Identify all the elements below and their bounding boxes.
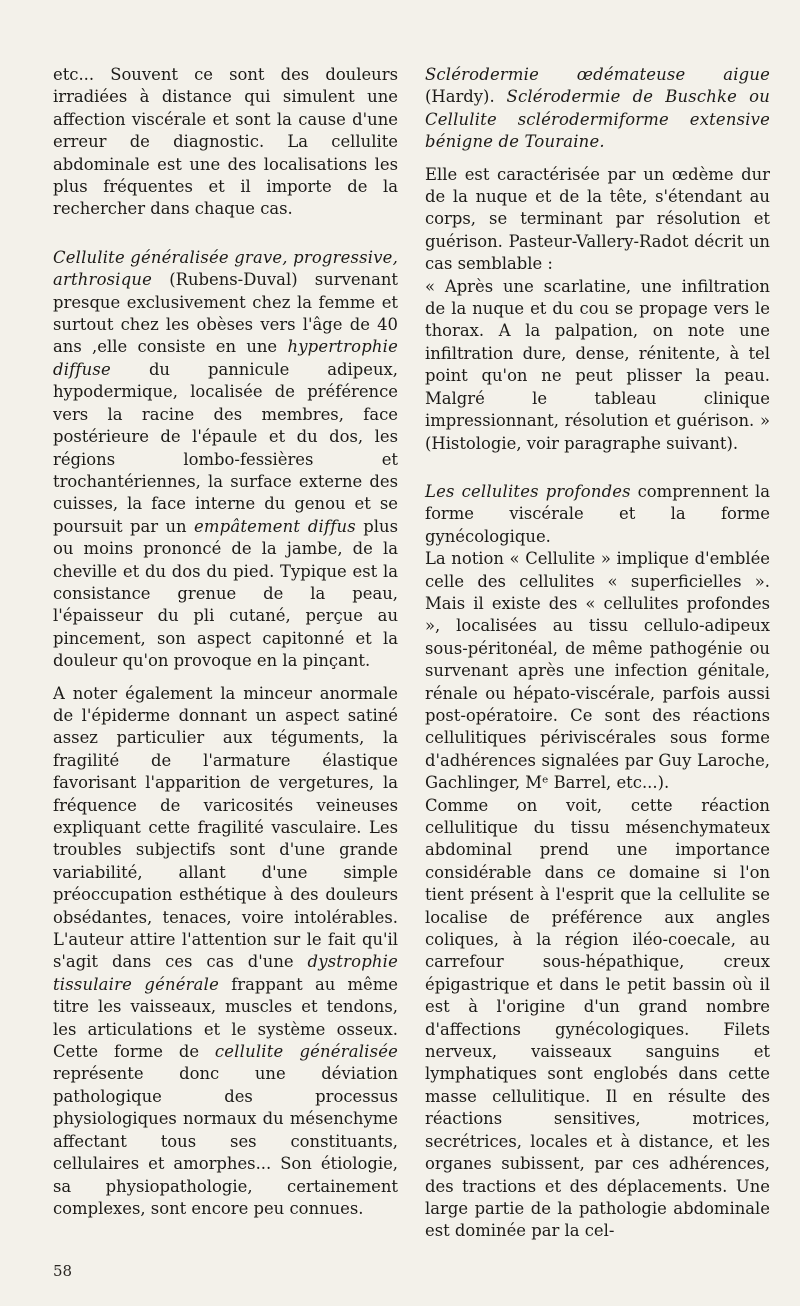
emphasis-term: empâtement diffus bbox=[194, 516, 356, 536]
text-segment: A noter également la minceur anormale de l'épiderme donnant un aspect satiné assez particulier aux téguments, la fragilité de l'armature élastique favorisant l'apparition de vergetures, la fréquence de varicosités veineuses expliquant cette fragilité vasculaire. Les troubles subjectifs sont d'une grande variabilité, allant d'une simple préoccupation esthétique à des douleurs obsédantes, tenaces, voire intolérables. L'auteur attire l'attention sur le fait qu'il s'agit dans ces cas d'une bbox=[53, 683, 398, 972]
left-column bbox=[53, 64, 398, 1220]
paragraph-quote: « Après une scarlatine, une infiltration de la nuque et du cou se propage vers le thorax. A la palpation, on note une infiltration dure, dense, rénitente, à tel point qu'on ne peut plisser la peau. Malgré le tableau clinique impressionnant, résolution et guérison. » (Histologie, voir paragraphe suivant). bbox=[425, 276, 770, 453]
text-segment: plus ou moins prononcé de la jambe, de la cheville et du dos du pied. Typique est la consistance grenue de la peau, l'épaisseur du pli cutané, perçue au pincement, son aspect capitonné et la douleur qu'on provoque en la pinçant. bbox=[53, 516, 398, 671]
text-segment: frappant au même titre les vaisseaux, muscles et tendons, les articulations et le système osseux. Cette forme de bbox=[53, 974, 398, 1062]
text-segment: (Hardy). bbox=[425, 87, 507, 107]
emphasis-term: Sclérodermie œdémateuse aigue bbox=[425, 65, 770, 84]
paragraph-notion: La notion « Cellulite » implique d'emblée celle des cellulites « superficielles ». Mais il existe des « cellulites profondes », localisées au tissu cellulo-adipeux sous-péritonéal, de même pathogénie ou survenant après une infection génitale, rénale ou hépato-viscérale, parfois aussi post-opératoire. Ce sont des réactions cellulitiques périviscérales sous forme d'adhérences signalées par Guy Laroche, Gachlinger, Mᵉ Barrel, etc...). bbox=[425, 549, 770, 793]
emphasis-term: dystrophie tissulaire générale bbox=[53, 952, 398, 994]
text-segment: comprennent la forme viscérale et la forme gynécologique. bbox=[425, 481, 770, 546]
emphasis-term: Sclérodermie de Buschke ou Cellulite sclérodermiforme extensive bénigne de Touraine. bbox=[425, 87, 770, 152]
text-segment: du pannicule adipeux, hypodermique, localisée de préférence vers la racine des membres, face postérieure de l'épaule et du dos, les régions lombo-fessières et trochantériennes, la surface externe des cuisses, la face interne du genou et se poursuit par un bbox=[53, 359, 398, 536]
paragraph-abdominal: Comme on voit, cette réaction cellulitique du tissu mésenchymateux abdominal prend une importance considérable dans ce domaine si l'on tient présent à l'esprit que la cellulite se localise de préférence aux angles coliques, à la région iléo-coecale, au carrefour sous-hépathique, creux épigastrique et dans le petit bassin où il est à l'origine d'un grand nombre d'affections gynécologiques. Filets nerveux, vaisseaux sanguins et lymphatiques sont englobés dans cette masse cellulitique. Il en résulte des réactions sensitives, motrices, secrétrices, locales et à distance, et les organes subissent, par ces adhérences, des tractions et des déplacements. Une large partie de la pathologie abdominale est dominée par la cel- bbox=[425, 795, 770, 1241]
text-segment: (Rubens-Duval) survenant presque exclusivement chez la femme et surtout chez les obèses vers l'âge de 40 ans ,elle consiste en une bbox=[53, 270, 398, 357]
section-heading-scleroderma bbox=[425, 64, 770, 154]
paragraph-oedema: Elle est caractérisée par un œdème dur de la nuque et de la tête, s'étendant au corps, se terminant par résolution et guérison. Pasteur-Vallery-Radot décrit un cas semblable : bbox=[425, 164, 770, 274]
paragraph-deep-cellulites bbox=[425, 481, 770, 548]
section-title-deep-cellulites: Les cellulites profondes bbox=[425, 481, 631, 501]
right-column bbox=[425, 64, 770, 1243]
emphasis-term: cellulite généralisée bbox=[214, 1042, 399, 1062]
emphasis-term: hypertrophie diffuse bbox=[53, 337, 398, 379]
page-number: 58 bbox=[53, 1262, 73, 1280]
paragraph-epidermis bbox=[53, 683, 398, 1221]
section-title-generalized-cellulite: Cellulite généralisée grave, progressive, arthrosique bbox=[53, 247, 398, 290]
paragraph-referred-pain: etc... Souvent ce sont des douleurs irradiées à distance qui simulent une affection viscérale et sont la cause d'une erreur de diagnostic. La cellulite abdominale est une des localisations les plus fréquentes et il importe de la rechercher dans chaque cas. bbox=[53, 65, 398, 219]
text-segment: représente donc une déviation pathologique des processus physiologiques normaux du mésenchyme affectant tous ses constituants, cellulaires et amorphes... Son étiologie, sa physiopathologie, certainement complexes, sont encore peu connues. bbox=[53, 1064, 398, 1218]
paragraph-generalized-cellulite bbox=[53, 247, 398, 673]
